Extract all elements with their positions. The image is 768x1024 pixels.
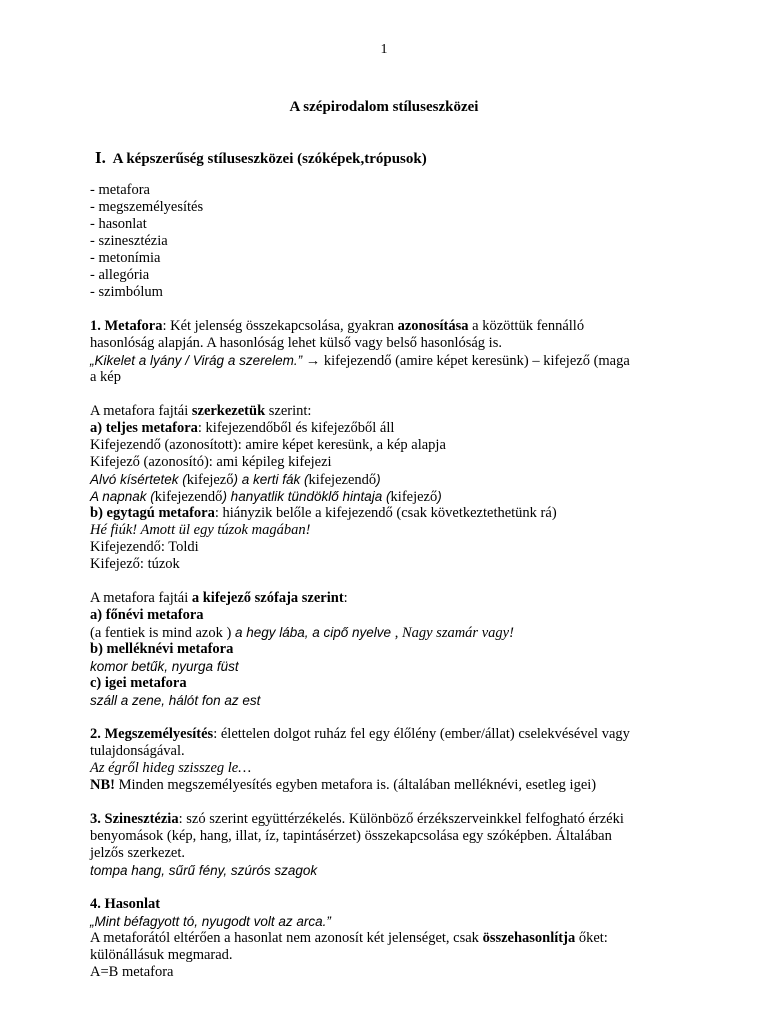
megszemelyesites-definition-line2: tulajdonságával. bbox=[90, 743, 185, 759]
igei-example: száll a zene, hálót fon az est bbox=[90, 693, 261, 708]
mellekneni-metafora-heading: b) melléknévi metafora bbox=[90, 641, 234, 657]
melleknevi-example: komor betűk, nyurga füst bbox=[90, 659, 239, 674]
hasonlat-heading: 4. Hasonlat bbox=[90, 896, 161, 912]
egytagu-example: Hé fiúk! Amott ül egy túzok magában! bbox=[90, 522, 311, 538]
teljes-example-1: Alvó kísértetek (kifejező) a kerti fák (kifejezendő) bbox=[90, 472, 381, 488]
kifejezo-definition: Kifejező (azonosító): ami képileg kifejezi bbox=[90, 454, 332, 470]
egytagu-kifejezendo: Kifejezendő: Toldi bbox=[90, 539, 199, 555]
fonevi-metafora-heading: a) főnévi metafora bbox=[90, 607, 204, 623]
szinesztezia-definition-line2: benyomások (kép, hang, illat, íz, tapintásérzet) összekapcsolása egy szóképben. Általában bbox=[90, 828, 612, 844]
metafora-example-line2: a kép bbox=[90, 369, 121, 385]
megszemelyesites-note: NB! Minden megszemélyesítés egyben metafora is. (általában melléknévi, esetleg igei) bbox=[90, 777, 597, 793]
hasonlat-definition: A metaforától eltérően a hasonlat nem azonosít két jelenséget, csak összehasonlítja őket: bbox=[90, 930, 608, 946]
list-item: - szinesztézia bbox=[90, 233, 168, 249]
list-item: - metonímia bbox=[90, 250, 161, 266]
szinesztezia-definition-line3: jelzős szerkezet. bbox=[90, 845, 186, 861]
list-item: - hasonlat bbox=[90, 216, 147, 232]
list-item: - szimbólum bbox=[90, 284, 163, 300]
szinesztezia-heading: 3. Szinesztézia bbox=[90, 811, 179, 827]
egytagu-kifejezo: Kifejező: túzok bbox=[90, 556, 180, 572]
metafora-definition: 1. Metafora: Két jelenség összekapcsolása, gyakran azonosítása a közöttük fennálló bbox=[90, 318, 585, 334]
hasonlat-formula: A=B metafora bbox=[90, 964, 174, 980]
section-heading bbox=[95, 148, 427, 168]
metafora-example: „Kikelet a lyány / Virág a szerelem.” → kifejezendő (amire képet keresünk) – kifejező (maga bbox=[90, 353, 630, 369]
metafora-definition-line2: hasonlóság alapján. A hasonlóság lehet külső vagy belső hasonlóság is. bbox=[90, 335, 502, 351]
nb-label: NB! bbox=[90, 777, 115, 793]
megszemelyesites-example: Az égről hideg szisszeg le… bbox=[90, 760, 252, 776]
page-number: 1 bbox=[380, 42, 388, 57]
kifejezendo-definition: Kifejezendő (azonosított): amire képet keresünk, a kép alapja bbox=[90, 437, 446, 453]
egytagu-metafora: b) egytagú metafora: hiányzik belőle a kifejezendő (csak következtethetünk rá) bbox=[90, 505, 557, 521]
section-roman-numeral: I. bbox=[95, 148, 106, 167]
list-item: - allegória bbox=[90, 267, 150, 283]
hasonlat-example: „Mint béfagyott tó, nyugodt volt az arca.” bbox=[90, 914, 331, 929]
szinesztezia-definition: 3. Szinesztézia: szó szerint együttérzékelés. Különböző érzékszerveinkkel felfogható érzéki bbox=[90, 811, 624, 827]
metafora-heading: 1. Metafora bbox=[90, 318, 163, 334]
section-heading-text: A képszerűség stíluseszközei (szóképek,trópusok) bbox=[112, 151, 427, 167]
megszemelyesites-heading: 2. Megszemélyesítés bbox=[90, 726, 214, 742]
teljes-example-2: A napnak (kifejezendő) hanyatlik tündöklő hintaja (kifejező) bbox=[90, 489, 442, 505]
list-item: - megszemélyesítés bbox=[90, 199, 204, 215]
fonevi-example: (a fentiek is mind azok ) a hegy lába, a cipő nyelve , Nagy szamár vagy! bbox=[90, 625, 514, 641]
szinesztezia-example: tompa hang, sűrű fény, szúrós szagok bbox=[90, 863, 318, 878]
metafora-structure-intro: A metafora fajtái szerkezetük szerint: bbox=[90, 403, 312, 419]
metafora-szofaj-intro: A metafora fajtái a kifejező szófaja szerint: bbox=[90, 590, 348, 606]
megszemelyesites-definition: 2. Megszemélyesítés: élettelen dolgot ruház fel egy élőlény (ember/állat) cselekvésével vagy bbox=[90, 726, 630, 742]
igei-metafora-heading: c) igei metafora bbox=[90, 675, 187, 691]
teljes-metafora: a) teljes metafora: kifejezendőből és kifejezőből áll bbox=[90, 420, 395, 436]
hasonlat-definition-line2: különállásuk megmarad. bbox=[90, 947, 233, 963]
list-item: - metafora bbox=[90, 182, 150, 198]
document-title: A szépirodalom stíluseszközei bbox=[289, 99, 479, 115]
